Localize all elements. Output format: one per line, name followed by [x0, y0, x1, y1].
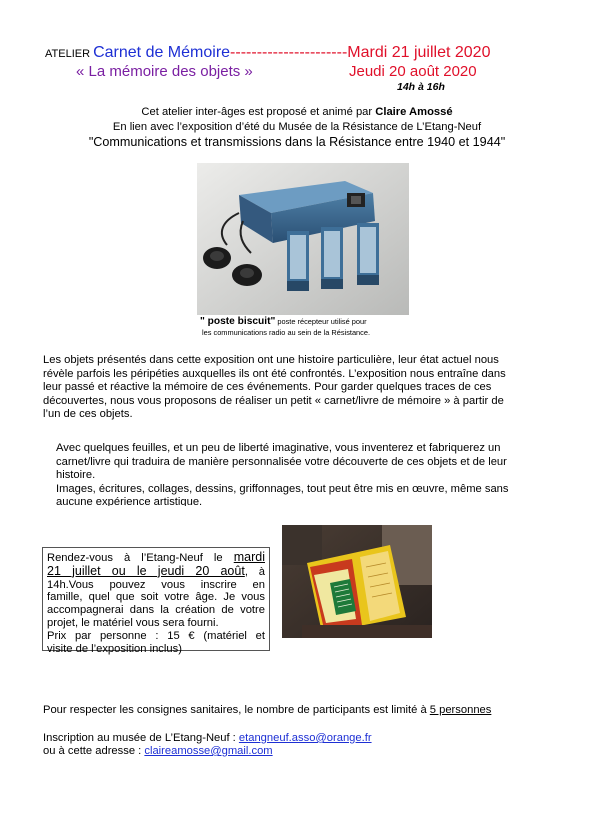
paragraph-line: l’un de ces objets. — [43, 408, 133, 421]
paragraph-line: Les objets présentés dans cette exposition ont une histoire particulière, leur état actuel nous — [43, 354, 499, 366]
participant-limit: 5 personnes — [429, 704, 492, 716]
intro-text: Cet atelier inter-âges est proposé et animé par — [141, 106, 376, 118]
date-2: Jeudi 20 août 2020 — [349, 63, 477, 80]
photo-caption — [200, 316, 367, 327]
address-text: ou à cette adresse : — [43, 745, 145, 757]
box-line: famille, quel que soit votre âge. Je vous — [47, 591, 265, 604]
inscription-line — [43, 732, 372, 744]
inscription-text: Inscription au musée de L’Etang-Neuf : — [43, 732, 239, 744]
box-line: visite de l’exposition inclus) — [47, 642, 182, 655]
date-mardi: mardi — [233, 550, 265, 564]
atelier-prefix: ATELIER — [45, 48, 94, 60]
box-line: projet, le matériel vous sera fourni. — [47, 616, 219, 629]
workshop-title: Carnet de Mémoire — [93, 44, 231, 61]
paragraph-line: Avec quelques feuilles, et un peu de liberté imaginative, vous inventerez et fabriquerez un — [56, 442, 501, 454]
paragraph-activity — [56, 442, 508, 506]
paragraph-line: Images, écritures, collages, dessins, griffonnages, tout peut être mis en œuvre, même sans — [56, 482, 509, 495]
exhibition-title: "Communications et transmissions dans la Résistance entre 1940 et 1944" — [88, 135, 506, 149]
paragraph-line: révèle parfois les péripéties auxquelles ils ont été confrontés. L’exposition nous entraîne dans — [43, 367, 506, 380]
sanitary-notice — [43, 704, 491, 716]
paragraph-line: histoire. — [56, 469, 96, 482]
museum-email-link[interactable]: etangneuf.asso@orange.fr — [238, 732, 372, 744]
header-dashes: ---------------------- — [230, 44, 348, 61]
paragraph-line: aucune expérience artistique. — [56, 496, 203, 507]
workshop-hours: 14h à 16h — [397, 81, 445, 93]
box-text: , à — [244, 565, 265, 578]
workshop-subtitle: « La mémoire des objets » — [76, 63, 253, 80]
caption-title: " poste biscuit" — [200, 316, 276, 327]
intro-line-2: En lien avec l’exposition d’été du Musée de la Résistance de L’Etang-Neuf — [112, 121, 482, 133]
box-line — [47, 565, 265, 579]
box-line — [47, 551, 265, 565]
header-line-1 — [45, 44, 490, 63]
notebook-photo — [282, 525, 432, 638]
caption-line-1: poste récepteur utilisé pour — [275, 317, 367, 326]
dates-underlined: 21 juillet ou le jeudi 20 août — [47, 563, 245, 578]
box-line: accompagnerai dans la création de votre — [47, 604, 265, 617]
box-text: Rendez-vous à l’Etang-Neuf le — [47, 552, 234, 564]
paragraph-line: découvertes, nous vous proposons de réaliser un petit « carnet/livre de mémoire » à partir de — [43, 394, 504, 407]
address-line — [43, 745, 273, 757]
date-1: Mardi 21 juillet 2020 — [347, 44, 491, 61]
paragraph-objects — [43, 354, 506, 422]
paragraph-line: leur passé et réactive la mémoire de ces événements. Pour garder quelques traces de ces — [43, 381, 492, 394]
caption-line-2: les communications radio au sein de la Résistance. — [202, 328, 371, 337]
box-line: Prix par personne : 15 € (matériel et — [47, 629, 265, 642]
personal-email-link[interactable]: claireamosse@gmail.com — [144, 745, 273, 757]
poste-biscuit-photo — [197, 163, 409, 315]
box-line: 14h.Vous pouvez vous inscrire en — [47, 578, 265, 591]
host-name: Claire Amossé — [375, 106, 453, 118]
intro-line-1 — [0, 106, 594, 118]
sanitary-text: Pour respecter les consignes sanitaires, le nombre de participants est limité à — [43, 704, 430, 716]
rendezvous-box — [42, 547, 270, 655]
paragraph-line: carnet/livre qui traduira de manière personnalisée votre découverte de ces objets et de leur — [56, 455, 507, 468]
